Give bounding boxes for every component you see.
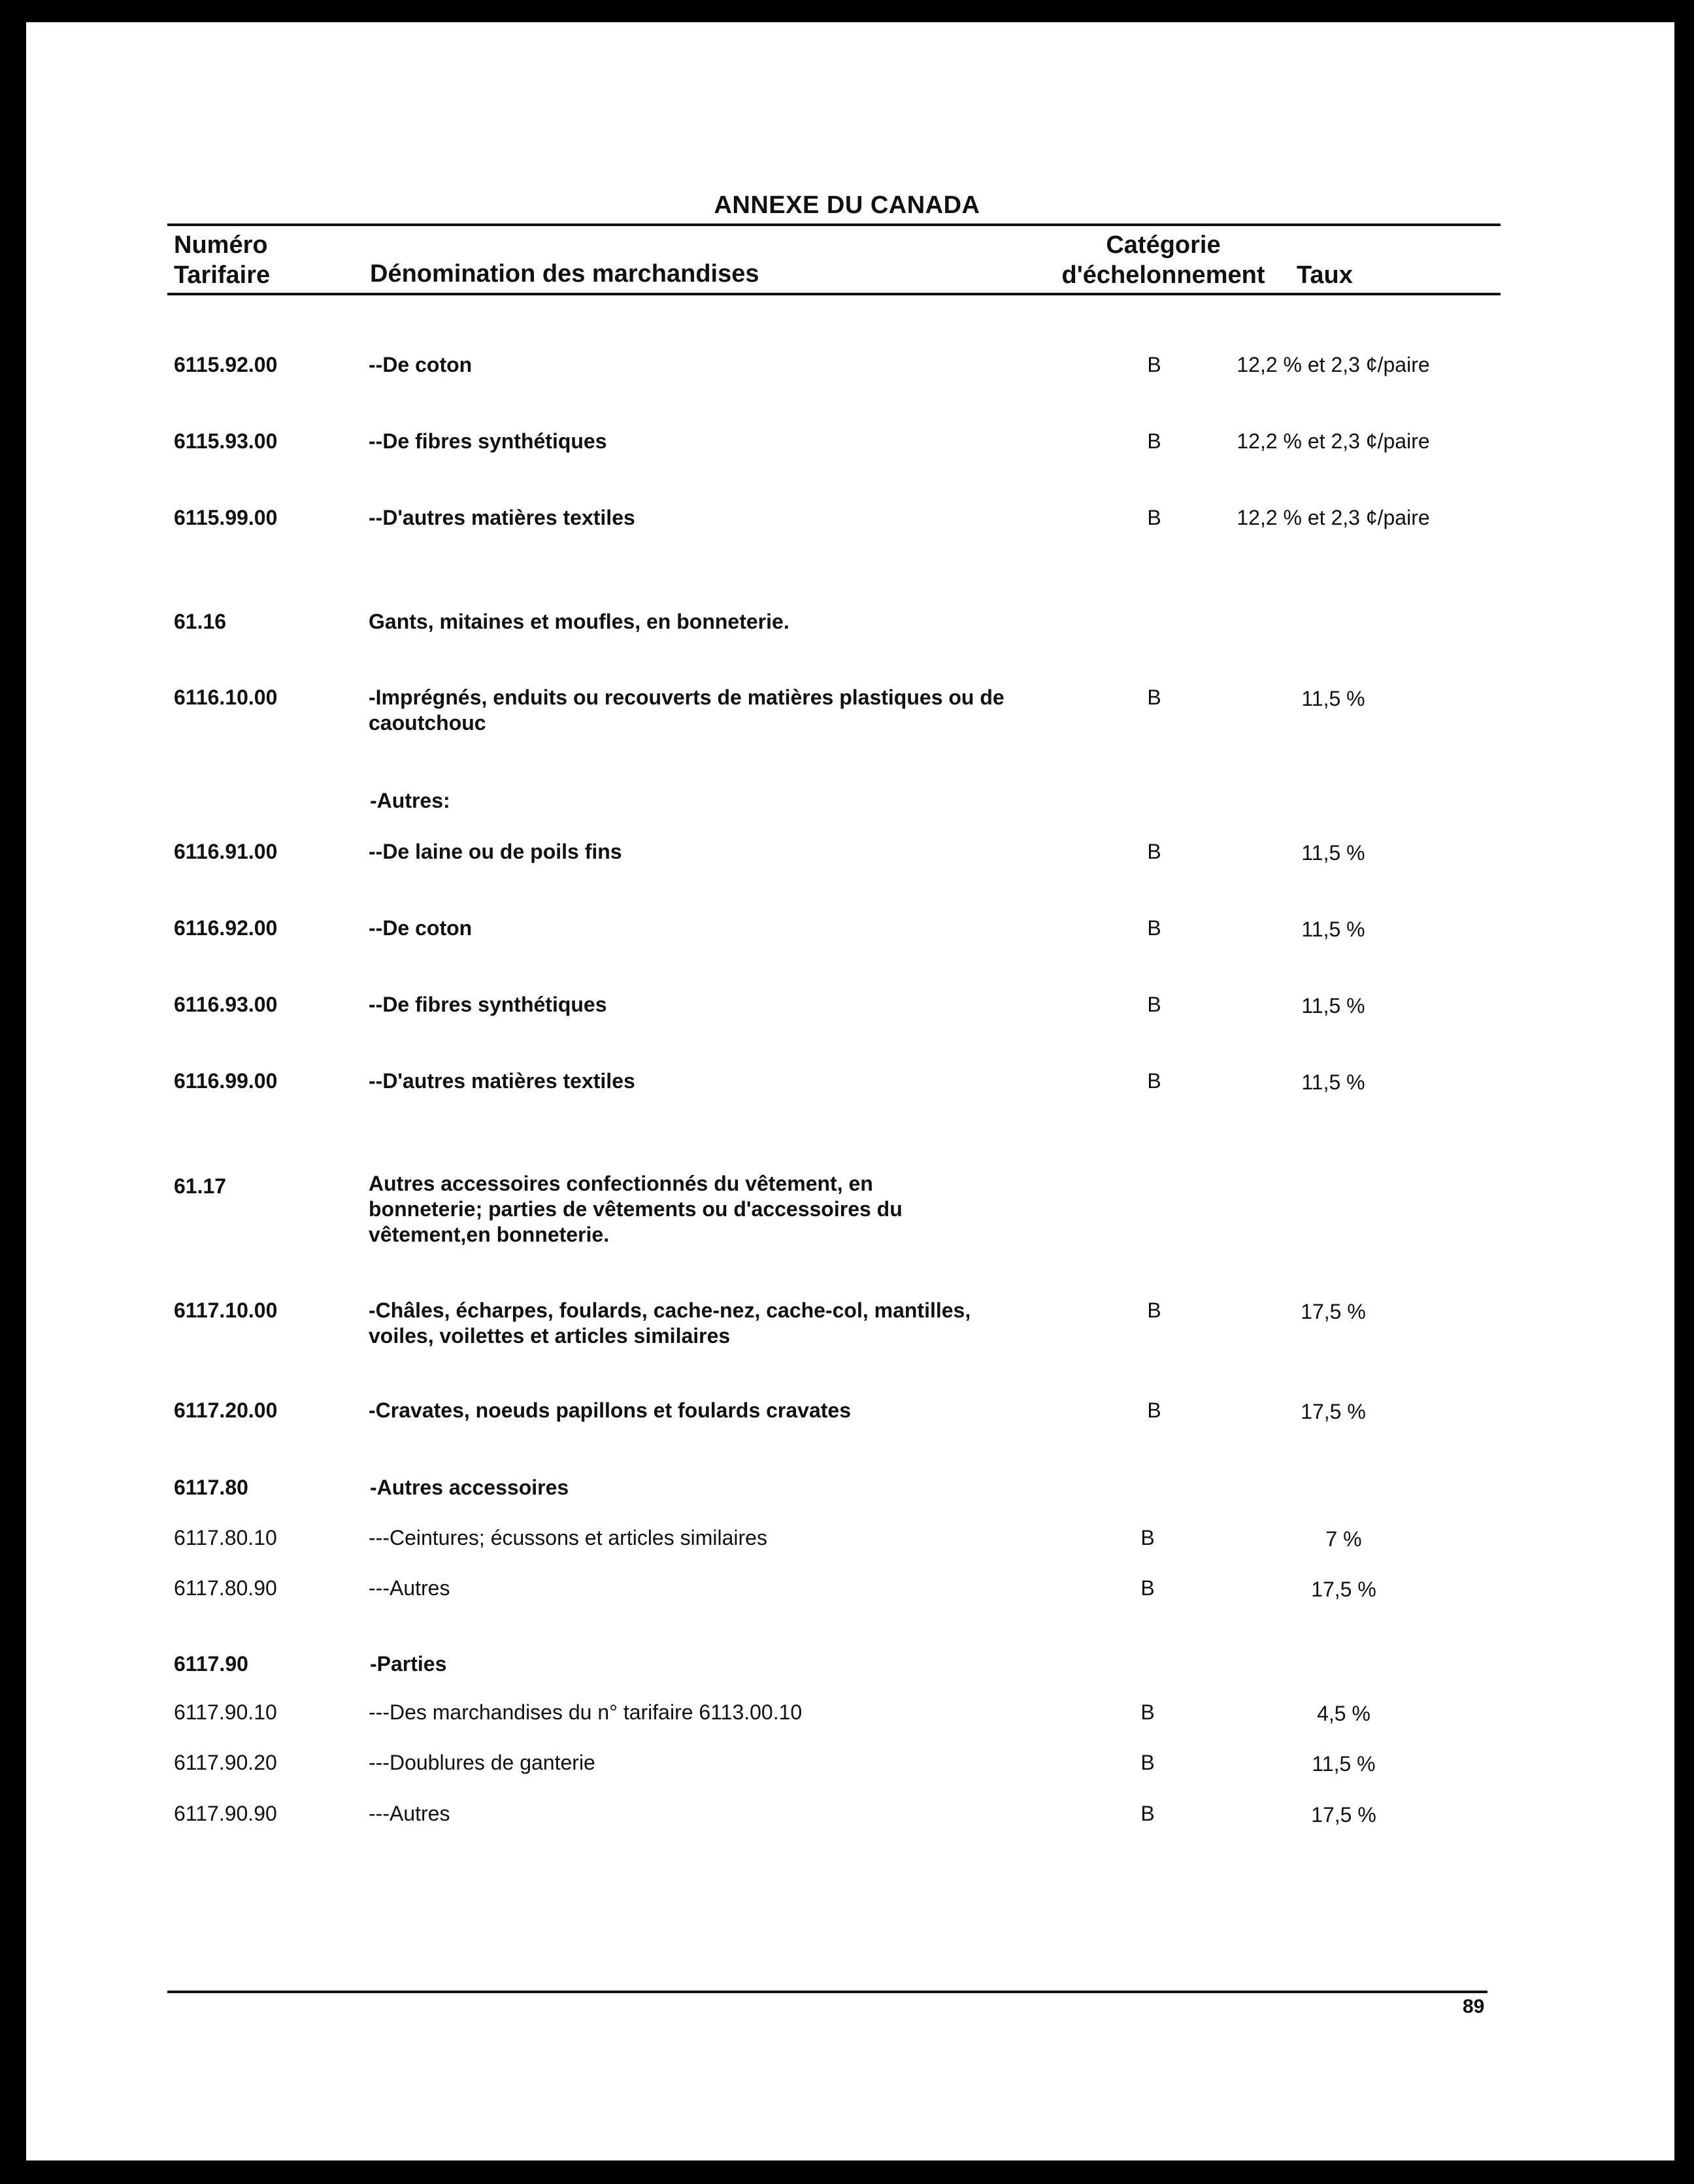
scan-border-top [0,0,1694,22]
subheading-description: -Autres accessoires [370,1476,569,1499]
tariff-rate: 11,5 % [1301,1070,1365,1094]
tariff-heading-number: 61.17 [174,1174,227,1198]
tariff-number: 6115.92.00 [174,353,278,376]
staging-category: B [1147,1069,1161,1093]
tariff-rate: 12,2 % et 2,3 ¢/paire [1237,429,1430,453]
goods-description: ---Autres [369,1576,450,1600]
goods-description: -Châles, écharpes, foulards, cache-nez, cache-col, mantilles, voiles, voilettes et articles similaires [369,1299,971,1348]
staging-category: B [1147,1398,1161,1422]
tariff-heading-number: 61.16 [174,610,227,633]
goods-description: ---Autres [369,1802,450,1825]
tariff-number: 6116.99.00 [174,1069,278,1093]
scan-border-right [1674,0,1694,2184]
tariff-rate: 11,5 % [1301,687,1365,710]
header-numero-line1: Numéro [174,231,268,259]
tariff-rate: 11,5 % [1301,994,1365,1018]
tariff-number: 6117.90.20 [174,1751,277,1774]
annex-title: ANNEXE DU CANADA [714,191,980,219]
staging-category: B [1147,686,1161,709]
goods-description: --De fibres synthétiques [369,429,607,453]
tariff-rate: 11,5 % [1312,1752,1376,1776]
tariff-rate: 11,5 % [1301,918,1365,941]
header-numero [174,230,270,290]
tariff-number: 6117.20.00 [174,1398,278,1422]
tariff-number: 6117.80.10 [174,1526,277,1549]
goods-description: ---Ceintures; écussons et articles similaires [369,1526,767,1549]
staging-category: B [1140,1700,1155,1724]
header-denomination: Dénomination des marchandises [370,260,759,288]
subheading-description: -Autres: [370,789,450,812]
header-numero-line2: Tarifaire [174,261,271,289]
staging-category: B [1140,1576,1155,1600]
tariff-number: 6115.99.00 [174,506,278,529]
tariff-number: 6117.80.90 [174,1576,277,1600]
subheading-description: -Parties [370,1652,447,1676]
scan-border-bottom [0,2160,1694,2184]
tariff-number: 6117.10.00 [174,1299,278,1322]
heading-description: Autres accessoires confectionnés du vêtement, en bonneterie; parties de vêtements ou d'accessoires du vêtement,en bonneterie. [369,1172,903,1246]
goods-description: -Cravates, noeuds papillons et foulards cravates [369,1398,852,1422]
tariff-rate: 12,2 % et 2,3 ¢/paire [1237,506,1430,529]
goods-description: ---Des marchandises du n° tarifaire 6113.00.10 [369,1700,803,1724]
goods-description: --De coton [369,353,473,376]
staging-category: B [1147,840,1161,863]
header-categorie [1033,230,1294,290]
tariff-number: 6116.91.00 [174,840,278,863]
footer-rule [167,1991,1487,1993]
tariff-subheading-number: 6117.80 [174,1476,248,1499]
tariff-rate: 4,5 % [1317,1702,1370,1725]
tariff-number: 6117.90.10 [174,1700,277,1724]
staging-category: B [1147,506,1161,529]
goods-description: ---Doublures de ganterie [369,1751,595,1774]
staging-category: B [1140,1802,1155,1825]
tariff-rate: 11,5 % [1301,841,1365,865]
tariff-number: 6116.10.00 [174,686,278,709]
tariff-rate: 17,5 % [1301,1300,1366,1323]
tariff-number: 6117.90.90 [174,1802,277,1825]
tariff-rate: 17,5 % [1301,1400,1366,1423]
staging-category: B [1140,1526,1155,1549]
goods-description: --De coton [369,916,473,940]
tariff-subheading-number: 6117.90 [174,1652,248,1676]
tariff-number: 6116.92.00 [174,916,278,940]
tariff-rate: 17,5 % [1311,1803,1376,1827]
header-categorie-line2: d'échelonnement [1061,261,1265,289]
tariff-rate: 7 % [1325,1527,1362,1551]
header-top-rule [167,223,1501,226]
staging-category: B [1147,1299,1161,1322]
goods-description: --D'autres matières textiles [369,1069,635,1093]
scan-border-left [0,0,26,2184]
tariff-number: 6116.93.00 [174,993,278,1016]
tariff-rate: 12,2 % et 2,3 ¢/paire [1237,353,1430,376]
goods-description: -Imprégnés, enduits ou recouverts de matières plastiques ou de caoutchouc [369,686,1005,735]
goods-description: --De fibres synthétiques [369,993,607,1016]
goods-description: --De laine ou de poils fins [369,840,622,863]
staging-category: B [1140,1751,1155,1774]
header-bottom-rule [167,293,1501,295]
tariff-number: 6115.93.00 [174,429,278,453]
staging-category: B [1147,353,1161,376]
header-taux: Taux [1297,261,1353,289]
header-categorie-line1: Catégorie [1106,231,1221,259]
tariff-rate: 17,5 % [1311,1578,1376,1601]
staging-category: B [1147,993,1161,1016]
staging-category: B [1147,916,1161,940]
staging-category: B [1147,429,1161,453]
goods-description: --D'autres matières textiles [369,506,635,529]
heading-description: Gants, mitaines et moufles, en bonneterie. [369,610,789,633]
page-number: 89 [1463,1996,1485,2017]
